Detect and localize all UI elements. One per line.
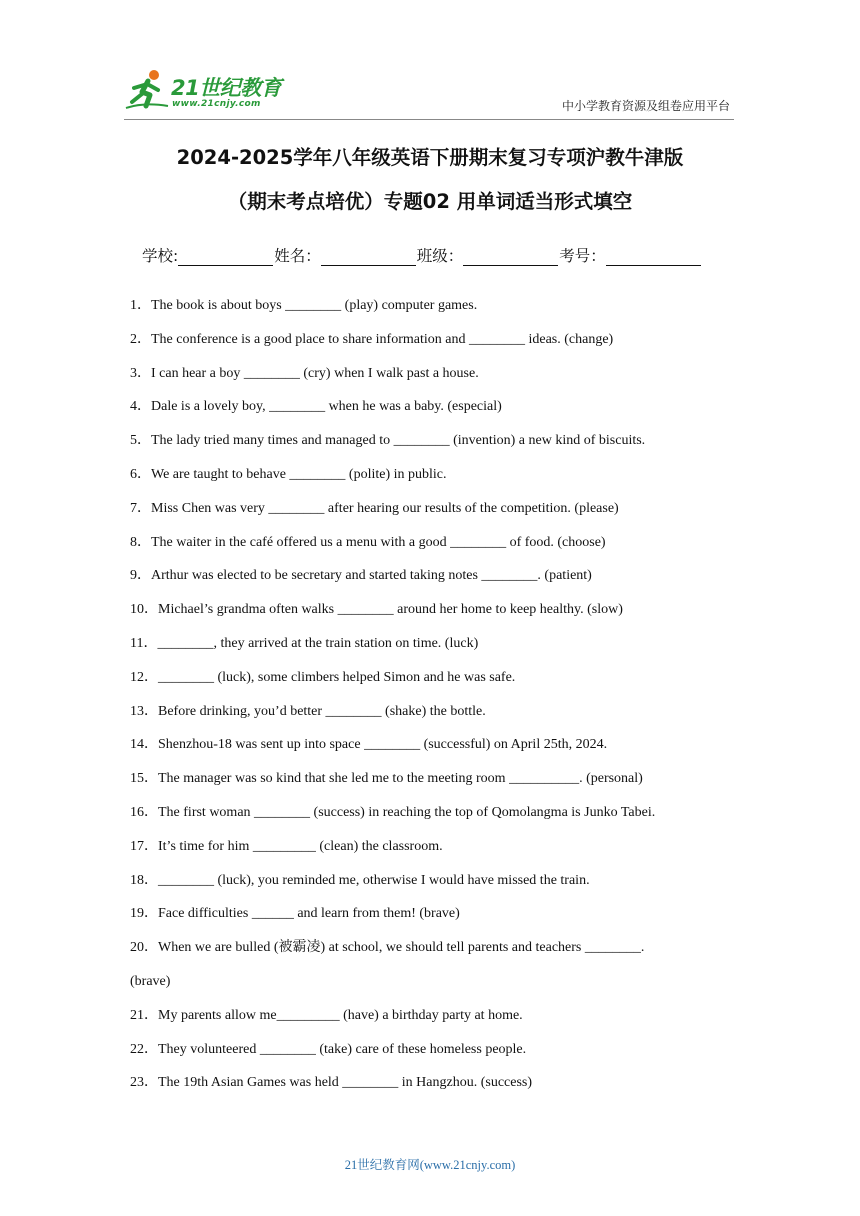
question-item: 21．My parents allow me_________ (have) a birthday party at home.	[130, 1008, 523, 1023]
student-info-row	[142, 244, 702, 266]
question-item: 19．Face difficulties ______ and learn from them! (brave)	[130, 906, 460, 921]
platform-tagline: 中小学教育资源及组卷应用平台	[561, 99, 730, 113]
question-item: 10．Michael’s grandma often walks ________ around her home to keep healthy. (slow)	[130, 602, 623, 617]
name-blank[interactable]	[321, 247, 416, 266]
question-item: 22．They volunteered ________ (take) care of these homeless people.	[130, 1042, 527, 1057]
name-label: 姓名：	[274, 247, 321, 265]
question-item: 7．Miss Chen was very ________ after hearing our results of the competition. (please)	[130, 501, 619, 516]
header-divider	[124, 119, 734, 120]
exam-number-blank[interactable]	[606, 247, 701, 266]
question-item: 3．I can hear a boy ________ (cry) when I walk past a house.	[130, 366, 479, 381]
question-item: 13．Before drinking, you’d better ________ (shake) the bottle.	[130, 704, 486, 719]
exam-number-label: 考号：	[559, 247, 606, 265]
question-item: 20．When we are bulled (被霸凌) at school, we should tell parents and teachers ________.	[130, 940, 645, 955]
question-item: 4．Dale is a lovely boy, ________ when he was a baby. (especial)	[130, 399, 502, 414]
runner-logo-icon	[124, 68, 170, 114]
question-item: 1．The book is about boys ________ (play) computer games.	[130, 298, 478, 313]
site-logo[interactable]	[124, 68, 294, 116]
question-item: 16．The first woman ________ (success) in reaching the top of Qomolangma is Junko Tabei.	[130, 805, 656, 820]
question-item: 8．The waiter in the café offered us a menu with a good ________ of food. (choose)	[130, 535, 606, 550]
class-label: 班级：	[416, 247, 464, 265]
logo-text: 21世纪教育	[171, 76, 282, 100]
question-item: 11．________, they arrived at the train station on time. (luck)	[130, 636, 479, 651]
school-blank[interactable]	[178, 247, 273, 266]
document-title-line-2: （期末考点培优）专题02 用单词适当形式填空	[227, 190, 633, 213]
document-title-line-1: 2024-2025学年八年级英语下册期末复习专项沪教牛津版	[176, 146, 684, 169]
question-item: 6．We are taught to behave ________ (polite) in public.	[130, 467, 447, 482]
question-item: 12．________ (luck), some climbers helped Simon and he was safe.	[130, 670, 516, 685]
question-item: 9．Arthur was elected to be secretary and started taking notes ________. (patient)	[130, 568, 592, 583]
question-item-continuation: (brave)	[130, 974, 171, 989]
question-item: 5．The lady tried many times and managed to ________ (invention) a new kind of biscuits.	[130, 433, 646, 448]
question-item: 15．The manager was so kind that she led me to the meeting room __________. (personal)	[130, 771, 643, 786]
logo-subtext: www.21cnjy.com	[172, 99, 261, 109]
question-item: 18．________ (luck), you reminded me, otherwise I would have missed the train.	[130, 873, 590, 888]
question-item: 17．It’s time for him _________ (clean) the classroom.	[130, 839, 443, 854]
footer-link[interactable]: 21世纪教育网(www.21cnjy.com)	[344, 1158, 516, 1172]
question-item: 23．The 19th Asian Games was held ________ in Hangzhou. (success)	[130, 1075, 533, 1090]
class-blank[interactable]	[463, 247, 558, 266]
page-header	[0, 0, 860, 125]
question-item: 14．Shenzhou-18 was sent up into space ________ (successful) on April 25th, 2024.	[130, 737, 608, 752]
question-item: 2．The conference is a good place to share information and ________ ideas. (change)	[130, 332, 614, 347]
school-label: 学校:	[142, 247, 179, 265]
